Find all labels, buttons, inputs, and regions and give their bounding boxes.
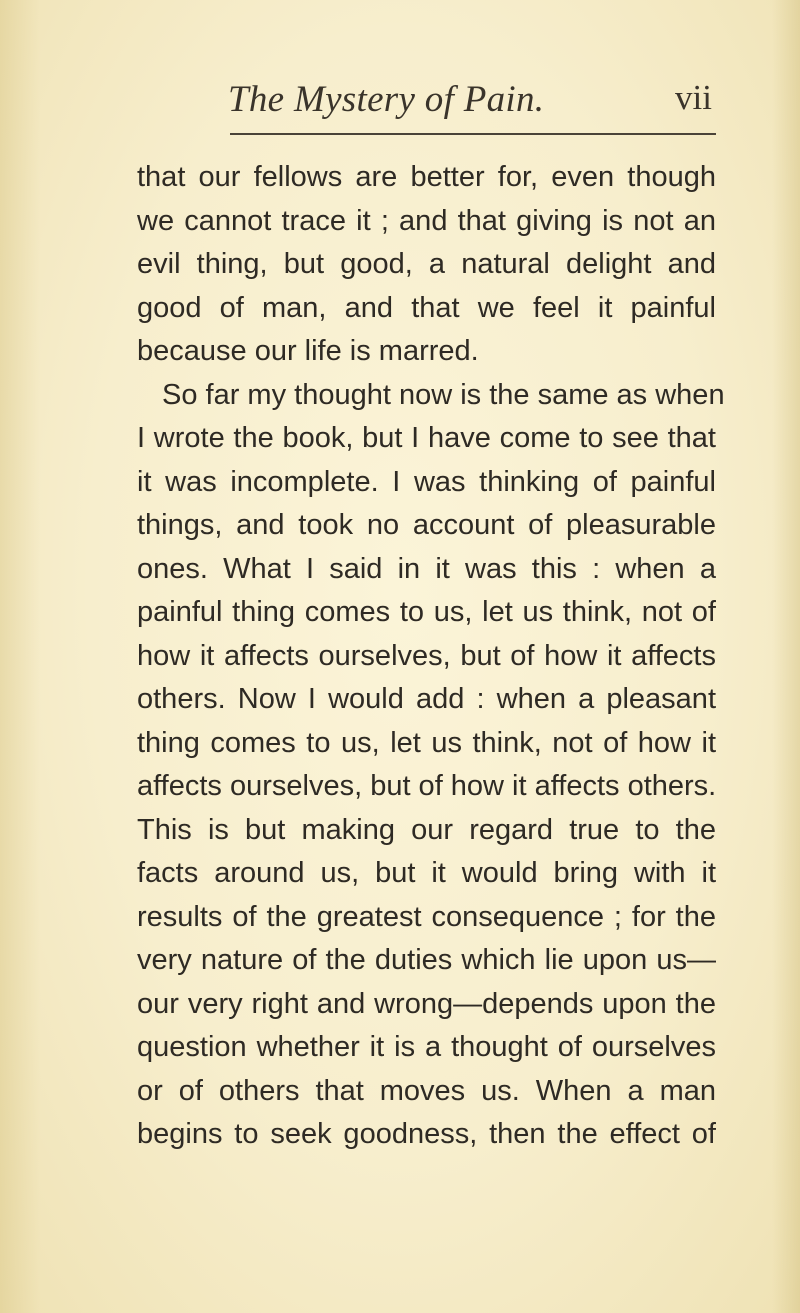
text-line: I wrote the book, but I have come to see that <box>137 422 716 454</box>
body-text <box>137 156 725 1157</box>
text-line: evil thing, but good, a natural delight and <box>137 248 716 280</box>
text-line: how it affects ourselves, but of how it affects <box>137 639 716 672</box>
text-line: affects ourselves, but of how it affects others. <box>137 770 717 802</box>
text-line: thing comes to us, let us think, not of how it <box>137 726 716 759</box>
text-line: very nature of the duties which lie upon us— <box>137 944 716 976</box>
text-line: This is but making our regard true to the <box>137 813 716 846</box>
text-line: facts around us, but it would bring with it <box>137 857 716 889</box>
text-line: or of others that moves us. When a man <box>137 1074 716 1107</box>
text-line: because our life is marred. <box>137 335 479 367</box>
text-line: we cannot trace it ; and that giving is not an <box>137 204 716 237</box>
text-line: painful thing comes to us, let us think, not of <box>137 596 716 628</box>
page-edge-shadow-left <box>0 0 40 1313</box>
text-line: that our fellows are better for, even though <box>137 161 716 193</box>
text-line: it was incomplete. I was thinking of painful <box>137 465 716 498</box>
header-rule <box>230 133 716 135</box>
running-title: The Mystery of Pain. <box>228 79 545 120</box>
text-line: begins to seek goodness, then the effect of <box>137 1118 716 1150</box>
text-line: others. Now I would add : when a pleasant <box>137 683 716 715</box>
text-line: results of the greatest consequence ; for the <box>137 900 716 933</box>
text-line: things, and took no account of pleasurable <box>137 509 716 541</box>
text-line: ones. What I said in it was this : when a <box>137 552 716 585</box>
page-edge-shadow-right <box>772 0 800 1313</box>
running-head <box>228 78 712 122</box>
text-line: our very right and wrong—depends upon the <box>137 987 716 1020</box>
text-line: question whether it is a thought of ourselves <box>137 1031 716 1063</box>
paragraph-start-line: So far my thought now is the same as when <box>162 378 725 411</box>
page-number: vii <box>675 78 712 117</box>
text-line: good of man, and that we feel it painful <box>137 291 716 324</box>
